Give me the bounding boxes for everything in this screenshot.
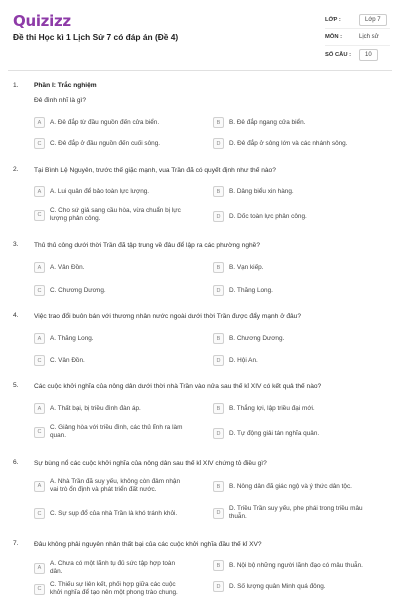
worksheet-meta bbox=[325, 12, 390, 63]
header-divider bbox=[8, 70, 392, 71]
answer-option-d[interactable] bbox=[213, 138, 363, 149]
option-text: A. Lui quân để bảo toàn lực lượng. bbox=[50, 187, 150, 195]
option-text: C. Giảng hòa với triều đình, các thủ lĩnh ra làm quan. bbox=[50, 424, 183, 439]
answer-option-d[interactable] bbox=[213, 355, 363, 366]
option-text: B. Nội bộ những người lãnh đạo có mâu thuẫn. bbox=[229, 561, 363, 569]
option-text: D. Dốc toàn lực phản công. bbox=[229, 212, 307, 220]
option-letter: C bbox=[34, 427, 45, 438]
subject-label: MÔN : bbox=[325, 34, 343, 40]
option-text: A. Chưa có một lãnh tụ đủ sức tập hợp toàn dân. bbox=[50, 560, 176, 575]
option-letter: C bbox=[34, 355, 45, 366]
question-number: 3. bbox=[13, 241, 19, 248]
option-letter: D bbox=[213, 428, 224, 439]
option-text: D. Đê đắp ở sông lớn và các nhánh sông. bbox=[229, 139, 348, 147]
option-letter: C bbox=[34, 210, 45, 221]
option-letter: B bbox=[213, 186, 224, 197]
option-text: C. Cho sứ giả sang cầu hòa, vừa chuẩn bị lực lượng phản công. bbox=[50, 207, 181, 222]
question-text: Việc trao đổi buôn bán với thương nhân nước ngoài dưới thời Trần được đẩy mạnh ở đâu? bbox=[34, 313, 302, 320]
answer-option-c[interactable] bbox=[34, 207, 184, 223]
answer-option-b[interactable] bbox=[213, 403, 363, 414]
option-letter: D bbox=[213, 355, 224, 366]
count-row bbox=[325, 46, 390, 63]
option-letter: D bbox=[213, 138, 224, 149]
option-letter: A bbox=[34, 333, 45, 344]
option-text: B. Chương Dương. bbox=[229, 334, 285, 342]
question-number: 5. bbox=[13, 382, 19, 389]
option-letter: C bbox=[34, 508, 45, 519]
option-text: B. Đê đắp ngang cửa biển. bbox=[229, 118, 306, 126]
answer-option-a[interactable] bbox=[34, 403, 184, 414]
option-text: D. Triều Trần suy yếu, phe phái trong triều mâu thuẫn. bbox=[229, 505, 363, 520]
option-letter: D bbox=[213, 285, 224, 296]
answer-option-c[interactable] bbox=[34, 285, 184, 296]
option-text: C. Thiếu sự liên kết, phối hợp giữa các cuộc khởi nghĩa để tạo nên một phong trào chung. bbox=[50, 581, 178, 596]
answer-option-b[interactable] bbox=[213, 262, 363, 273]
answer-option-a[interactable] bbox=[34, 262, 184, 273]
option-text: A. Vân Đồn. bbox=[50, 263, 85, 271]
option-letter: C bbox=[34, 285, 45, 296]
answer-option-b[interactable] bbox=[213, 117, 363, 128]
option-letter: A bbox=[34, 481, 45, 492]
option-letter: C bbox=[34, 138, 45, 149]
grade-row bbox=[325, 12, 390, 29]
option-text: D. Tự động giải tán nghĩa quân. bbox=[229, 429, 320, 437]
question-number: 6. bbox=[13, 459, 19, 466]
page-title: Đề thi Học kì 1 Lịch Sử 7 có đáp án (Đề 4) bbox=[13, 32, 179, 42]
grade-value: Lớp 7 bbox=[359, 14, 387, 26]
question-text: Tại Bình Lệ Nguyên, trước thế giặc mạnh, vua Trần đã có quyết định như thế nào? bbox=[34, 167, 276, 174]
option-text: B. Vạn kiếp. bbox=[229, 263, 264, 271]
answer-option-b[interactable] bbox=[213, 333, 363, 344]
count-value: 10 bbox=[359, 49, 378, 61]
answer-option-a[interactable] bbox=[34, 117, 184, 128]
answer-option-d[interactable] bbox=[213, 285, 363, 296]
answer-option-b[interactable] bbox=[213, 560, 363, 571]
question-text: Thủ thủ công dưới thời Trần đã tập trung về đâu để lập ra các phường nghề? bbox=[34, 242, 260, 249]
quizizz-logo[interactable]: Quizizz bbox=[13, 12, 71, 30]
answer-option-a[interactable] bbox=[34, 333, 184, 344]
option-letter: A bbox=[34, 403, 45, 414]
option-text: D. Thăng Long. bbox=[229, 286, 273, 294]
option-letter: D bbox=[213, 211, 224, 222]
option-letter: B bbox=[213, 262, 224, 273]
option-text: C. Đê đắp ở đầu nguồn đến cuối sông. bbox=[50, 139, 161, 147]
option-letter: D bbox=[213, 508, 224, 519]
option-text: A. Đê đắp từ đầu nguồn đến cửa biển. bbox=[50, 118, 160, 126]
option-letter: A bbox=[34, 262, 45, 273]
answer-option-a[interactable] bbox=[34, 560, 184, 576]
answer-option-a[interactable] bbox=[34, 478, 184, 494]
answer-option-d[interactable] bbox=[213, 428, 363, 439]
answer-option-c[interactable] bbox=[34, 508, 184, 519]
option-letter: C bbox=[34, 584, 45, 595]
count-label: SỐ CÂU : bbox=[325, 51, 352, 58]
answer-option-b[interactable] bbox=[213, 186, 363, 197]
question-number: 7. bbox=[13, 540, 19, 547]
option-text: B. Nông dân đã giác ngộ và ý thức dân tộc. bbox=[229, 482, 352, 490]
option-letter: B bbox=[213, 403, 224, 414]
option-text: D. Hội An. bbox=[229, 356, 258, 364]
question-number: 4. bbox=[13, 312, 19, 319]
option-letter: A bbox=[34, 117, 45, 128]
option-text: D. Số lượng quân Minh quá đông. bbox=[229, 582, 326, 590]
option-letter: B bbox=[213, 117, 224, 128]
section-title: Phần I: Trắc nghiệm bbox=[34, 82, 97, 89]
option-text: B. Thắng lợi, lập triều đại mới. bbox=[229, 404, 315, 412]
question-text: Các cuộc khởi nghĩa của nông dân dưới thời nhà Trần vào nửa sau thế kỉ XIV có kết quả thế nào? bbox=[34, 383, 322, 390]
subject-row bbox=[325, 29, 390, 46]
option-letter: B bbox=[213, 333, 224, 344]
option-letter: B bbox=[213, 481, 224, 492]
option-text: C. Vân Đồn. bbox=[50, 356, 85, 364]
option-letter: A bbox=[34, 186, 45, 197]
subject-value: Lịch sử bbox=[359, 34, 379, 40]
option-text: C. Sự sụp đổ của nhà Trần là khó tránh khỏi. bbox=[50, 509, 178, 517]
answer-option-d[interactable] bbox=[213, 211, 363, 222]
question-text: Đâu không phải nguyên nhân thất bại của các cuộc khởi nghĩa đầu thế kỉ XV? bbox=[34, 541, 262, 548]
option-letter: B bbox=[213, 560, 224, 571]
question-number: 1. bbox=[13, 82, 19, 89]
answer-option-c[interactable] bbox=[34, 355, 184, 366]
question-text: Đê đình nhĩ là gì? bbox=[34, 97, 87, 104]
answer-option-d[interactable] bbox=[213, 581, 363, 592]
option-text: A. Thất bại, bị triều đình đàn áp. bbox=[50, 404, 141, 412]
option-letter: A bbox=[34, 563, 45, 574]
answer-option-c[interactable] bbox=[34, 424, 184, 440]
answer-option-b[interactable] bbox=[213, 481, 363, 492]
answer-option-c[interactable] bbox=[34, 581, 184, 597]
option-text: A. Thăng Long. bbox=[50, 334, 94, 342]
answer-option-c[interactable] bbox=[34, 138, 184, 149]
question-text: Sự bùng nổ các cuộc khởi nghĩa của nông dân sau thế kỉ XIV chứng tỏ điều gì? bbox=[34, 460, 267, 467]
option-text: B. Dâng biểu xin hàng. bbox=[229, 187, 294, 195]
option-text: A. Nhà Trần đã suy yếu, không còn đảm nhận vai trò ổn định và phát triển đất nước. bbox=[50, 478, 181, 493]
question-number: 2. bbox=[13, 166, 19, 173]
answer-option-d[interactable] bbox=[213, 505, 363, 521]
answer-option-a[interactable] bbox=[34, 186, 184, 197]
option-letter: D bbox=[213, 581, 224, 592]
option-text: C. Chương Dương. bbox=[50, 286, 106, 294]
grade-label: LỚP : bbox=[325, 17, 341, 23]
